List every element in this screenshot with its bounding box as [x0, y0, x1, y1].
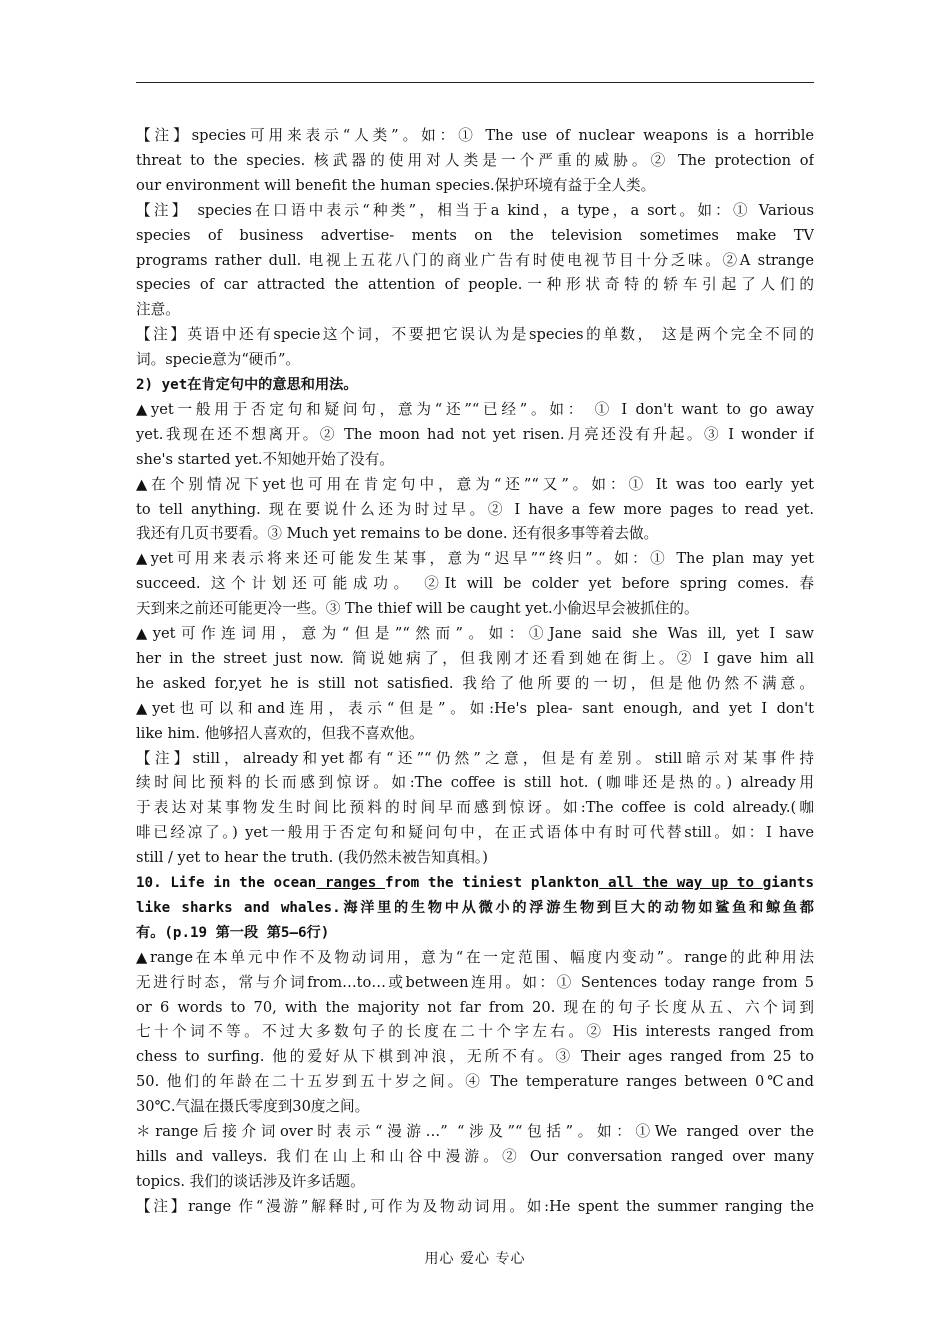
text-line: ▲yet可用来表示将来还可能发生某事，意为“迟早”“终归”。如：① The plan may yet [136, 550, 814, 568]
text-line: ＊range后接介词over时表示“漫游…” “涉及”“包括”。如：①We ranged over the [136, 1123, 814, 1140]
text-line: species of car attracted the attention of people.一种形状奇特的轿车引起了人们的 [136, 276, 814, 294]
text-line: she's started yet.不知她开始了没有。 [136, 450, 394, 468]
item-10-heading [136, 871, 814, 896]
text-line: threat to the species. 核武器的使用对人类是一个严重的威胁。② The protection of [136, 151, 814, 169]
text-line: her in the street just now. 简说她病了，但我刚才还看到她在街上。② I gave him all [136, 649, 814, 667]
underlined-phrase: ranges [316, 875, 385, 891]
text-line: topics. 我们的谈话涉及许多话题。 [136, 1172, 365, 1190]
text-line: chess to surfing. 他的爱好从下棋到冲浪，无所不有。③ Their ages ranged from 25 to [136, 1048, 814, 1066]
text-line: or 6 words to 70, with the majority not far from 20. 现在的句子长度从五、六个词到 [136, 998, 814, 1016]
text-line: 于表达对某事物发生时间比预料的时间早而感到惊讶。如:The coffee is cold already.(咖 [136, 799, 814, 817]
text-line: succeed. 这个计划还可能成功。 ②It will be colder yet before spring comes. 春 [136, 575, 814, 593]
text-line: to tell anything. 现在要说什么还为时过早。② I have a few more pages to read yet. [136, 500, 814, 518]
text-line: 天到来之前还可能更冷一些。③ The thief will be caught yet.小偷迟早会被抓住的。 [136, 600, 699, 618]
text-line: 30℃.气温在摄氏零度到30度之间。 [136, 1098, 370, 1116]
underlined-phrase: all the way up to [599, 875, 763, 891]
text-line: programs rather dull. 电视上五花八门的商业广告有时使电视节目十分乏味。②A strange [136, 251, 814, 269]
heading-text: 10. Life in the ocean [136, 875, 317, 891]
text-line: our environment will benefit the human species.保护环境有益于全人类。 [136, 176, 656, 194]
text-line: ▲yet也可以和and连用，表示“但是”。如:He's plea- sant enough, and yet I don't [136, 699, 814, 717]
text-line: ▲range在本单元中作不及物动词用，意为“在一定范围、幅度内变动”。range的此种用法 [136, 948, 814, 966]
text-line: ▲yet一般用于否定句和疑问句，意为“还”“已经”。如： ① I don't want to go away [136, 400, 814, 418]
text-line: yet.我现在还不想离开。② The moon had not yet risen.月亮还没有升起。③ I wonder if [136, 425, 814, 443]
text-line: 注意。 [136, 301, 180, 319]
text-line: 【注】 species在口语中表示“种类”，相当于a kind，a type，a sort。如：① Various [136, 201, 814, 219]
header-rule [136, 82, 814, 83]
text-line: 【注】species可用来表示“人类”。如：① The use of nuclear weapons is a horrible [136, 127, 814, 144]
text-line: 啡已经凉了。) yet一般用于否定句和疑问句中，在正式语体中有时可代替still。如：I have [136, 824, 814, 842]
text-line: 无进行时态，常与介词from…to…或between连用。如：① Sentences today range from 5 [136, 973, 814, 991]
heading-text: from the tiniest plankton [385, 875, 600, 891]
text-line: like him. 他够招人喜欢的，但我不喜欢他。 [136, 724, 424, 742]
text-line: 【注】still，already和yet都有“还”“仍然”之意，但是有差别。still暗示对某事件持 [136, 749, 814, 767]
text-line: 50. 他们的年龄在二十五岁到五十岁之间。④ The temperature ranges between 0℃and [136, 1073, 814, 1091]
text-line: ▲yet可作连词用，意为“但是”“然而”。如：①Jane said she Was ill, yet I saw [136, 625, 814, 642]
text-line: 我还有几页书要看。③ Much yet remains to be done. 还有很多事等着去做。 [136, 525, 659, 543]
text-line: 续时间比预料的长而感到惊讶。如:The coffee is still hot. (咖啡还是热的。) already用 [136, 774, 814, 792]
text-line: still / yet to hear the truth. (我仍然未被告知真相。) [136, 849, 488, 867]
text-line: he asked for,yet he is still not satisfied. 我给了他所要的一切，但是他仍然不满意。 [136, 674, 814, 692]
text-line: 【注】range 作“漫游”解释时,可作为及物动词用。如:He spent the summer ranging the [136, 1197, 814, 1215]
text-line: 七十个词不等。不过大多数句子的长度在二十个字左右。② His interests ranged from [136, 1023, 814, 1041]
text-line: 【注】英语中还有specie这个词，不要把它误认为是species的单数， 这是两个完全不同的 [136, 326, 814, 344]
bold-heading-line: like sharks and whales.海洋里的生物中从微小的浮游生物到巨大的动物如鲨鱼和鲸鱼都 [136, 899, 814, 916]
text-line: hills and valleys. 我们在山上和山谷中漫游。② Our conversation ranged over many [136, 1147, 814, 1165]
heading-text: giants [762, 875, 814, 891]
bold-heading-line: 有。(p.19 第一段 第5—6行) [136, 924, 330, 941]
page-footer: 用心 爱心 专心 [424, 1251, 526, 1267]
text-line: ▲在个别情况下yet也可用在肯定句中，意为“还”“又”。如：① It was too early yet [136, 475, 814, 493]
text-line: species of business advertise- ments on the television sometimes make TV [136, 226, 814, 244]
text-line: 词。specie意为“硬币”。 [136, 351, 301, 369]
bold-heading-line: 2) yet在肯定句中的意思和用法。 [136, 377, 358, 393]
